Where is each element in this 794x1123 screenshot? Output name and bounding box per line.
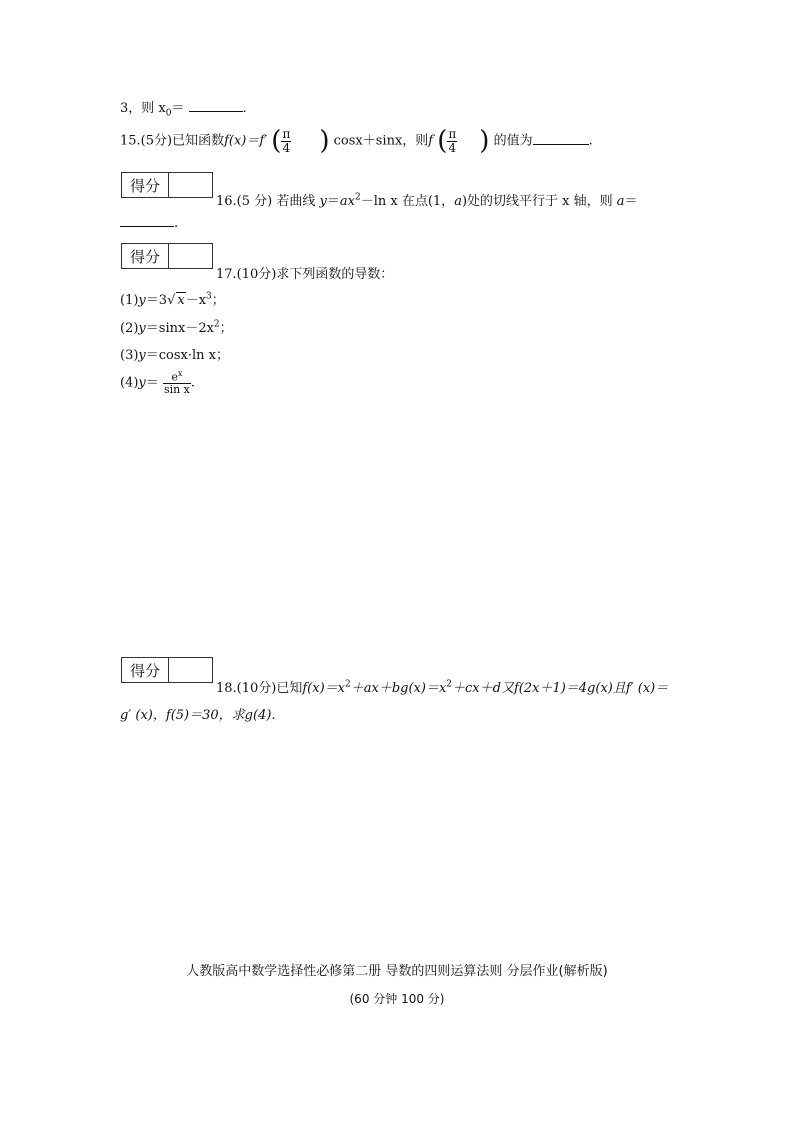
- q17-item-3: (3)y＝cosx·ln x；: [120, 348, 230, 363]
- score-box: [121, 657, 213, 683]
- score-cell[interactable]: [169, 244, 212, 268]
- question-18-line2: g′ (x)，f(5)＝30，求g(4).: [120, 708, 276, 723]
- answer-blank[interactable]: [533, 132, 589, 145]
- q16-blank-line: .: [120, 214, 178, 231]
- question-17: 17.(10分)求下列函数的导数：: [216, 267, 394, 282]
- document-title: 人教版高中数学选择性必修第二册 导数的四则运算法则 分层作业(解析版): [186, 964, 608, 979]
- document-subtitle: (60 分钟 100 分): [349, 992, 445, 1006]
- score-cell[interactable]: [169, 658, 212, 682]
- answer-blank[interactable]: [120, 214, 174, 227]
- q17-item-2: $(2)y=\sin x-2x^2$；: [120, 319, 233, 336]
- question-15: 15.(5分)已知函数f(x)＝f′ ( $\frac{\pi}{4}$ ) cosx＋sinx，则f ( $\frac{\pi}{4}$ ) 的值为 .: [120, 126, 593, 157]
- q17-item-1: (1)y＝3√ $x-x^3$；: [120, 291, 225, 308]
- score-box: [121, 172, 213, 198]
- score-label: 得分: [122, 244, 169, 268]
- question-18: 18.(10分)已知$f(x)=x^2+ax+bg(x)=x^2+cx+d$又f(2x＋1)＝4g(x)且f′ (x)＝: [216, 679, 669, 696]
- score-label: 得分: [122, 658, 169, 682]
- score-cell[interactable]: [169, 173, 212, 197]
- q17-item-4: (4)y＝ $\frac{e^x}{\text{sin x}}$ .: [120, 369, 196, 397]
- score-label: 得分: [122, 173, 169, 197]
- score-box: [121, 243, 213, 269]
- q14-tail: 3，则 $x_0=$ .: [120, 101, 247, 119]
- answer-blank[interactable]: [189, 99, 243, 112]
- question-16: 16.(5 分) 若曲线 $y=ax^2-\ln$ x 在点(1，a)处的切线平行于 x 轴，则 a＝: [216, 192, 638, 209]
